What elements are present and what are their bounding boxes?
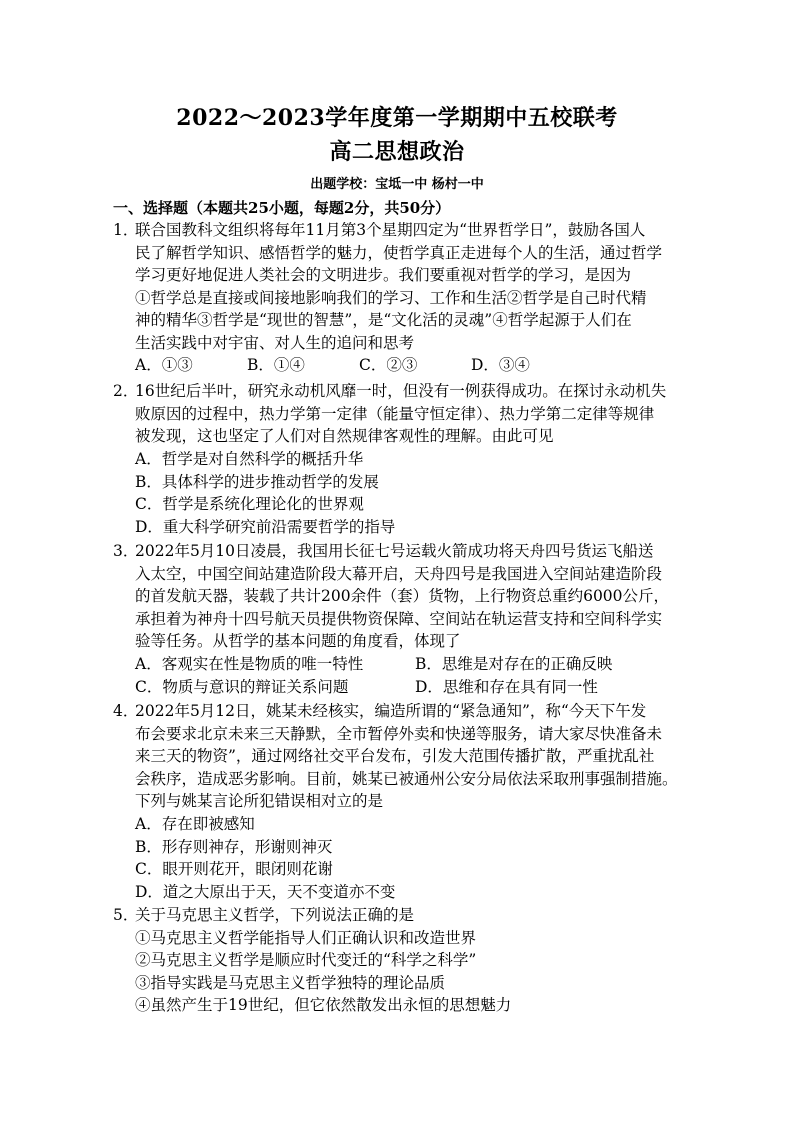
section-heading: 一、选择题（本题共25小题，每题2分，共50分） [113, 199, 451, 217]
stem-line: 学习更好地促进人类社会的文明进步。我们要重视对哲学的学习，是因为 [135, 266, 632, 284]
option-a: A．哲学是对自然科学的概括升华 [135, 450, 364, 468]
question-2 [113, 380, 693, 448]
option-d: D．③④ [471, 356, 530, 374]
stem-line: 会秩序，造成恶劣影响。目前，姚某已被通州公安分局依法采取刑事强制措施。 [135, 769, 678, 788]
stem-line: 败原因的过程中，热力学第一定律（能量守恒定律）、热力学第二定律等规律 [135, 404, 655, 423]
question-number: 3． [113, 542, 139, 560]
stem-line: 下列与姚某言论所犯错误相对立的是 [135, 792, 384, 810]
stem-line: 生活实践中对宇宙、对人生的追问和思考 [135, 333, 415, 352]
option-c: C．哲学是系统化理论化的世界观 [135, 495, 364, 513]
question-1 [113, 219, 693, 354]
question-number: 2． [113, 382, 139, 400]
stem-line: 2022年5月12日，姚某未经核实，编造所谓的“紧急通知”，称“今天下午发 [135, 702, 647, 720]
option-b: B．具体科学的进步推动哲学的发展 [135, 472, 379, 491]
question-number: 5． [113, 906, 139, 924]
question-number: 4． [113, 702, 139, 720]
stem-line: 来三天的物资”，通过网络社交平台发布，引发大范围传播扩散，严重扰乱社 [135, 747, 655, 765]
stem-line: ③指导实践是马克思主义哲学独特的理论品质 [135, 973, 446, 992]
stem-line: ①哲学总是直接或间接地影响我们的学习、工作和生活②哲学是自己时代精 [135, 288, 647, 307]
question-stem [135, 700, 693, 813]
option-b: B．形存则神存，形谢则神灭 [135, 837, 333, 856]
question-stem [135, 219, 693, 354]
option-a: A．客观实在性是物质的唯一特性 [135, 655, 364, 673]
stem-line: 2022年5月10日凌晨，我国用长征七号运载火箭成功将天舟四号货运飞船送 [135, 542, 654, 560]
stem-line: ④虽然产生于19世纪，但它依然散发出永恒的思想魅力 [135, 996, 512, 1014]
option-a: A．存在即被感知 [135, 815, 255, 833]
stem-line: 16世纪后半叶，研究永动机风靡一时，但没有一例获得成功。在探讨永动机失 [135, 382, 667, 400]
stem-line: 被发现，这也坚定了人们对自然规律客观性的理解。由此可见 [135, 427, 554, 445]
exam-title: 2022～2023学年度第一学期期中五校联考 [176, 105, 618, 131]
question-5 [113, 904, 693, 1017]
stem-line: 承担着为神舟十四号航天员提供物资保障、空间站在轨运营支持和空间科学实 [135, 609, 663, 628]
question-4 [113, 700, 693, 813]
option-c: C．眼开则花开，眼闭则花谢 [135, 860, 333, 878]
option-c: C．②③ [359, 356, 418, 374]
question-2-options [135, 448, 695, 538]
option-d: D．思维和存在具有同一性 [415, 677, 598, 696]
stem-line: ②马克思主义哲学是顺应时代变迁的“科学之科学” [135, 951, 477, 969]
question-3-options [135, 653, 695, 698]
option-d: D．道之大原出于天，天不变道亦不变 [135, 882, 396, 901]
stem-line: ①马克思主义哲学能指导人们正确认识和改造世界 [135, 928, 477, 947]
stem-line: 关于马克思主义哲学，下列说法正确的是 [135, 906, 415, 924]
question-4-options [135, 813, 695, 903]
stem-line: 的首发航天器，装载了共计200余件（套）货物，上行物资总重约6000公斤， [135, 587, 670, 605]
school-line: 出题学校：宝坻一中 杨村一中 [310, 177, 484, 192]
question-1-options [135, 354, 695, 377]
subject-title: 高二思想政治 [329, 139, 465, 165]
option-a: A．①③ [135, 356, 193, 374]
stem-line: 民了解哲学知识、感悟哲学的魅力，使哲学真正走进每个人的生活，通过哲学 [135, 243, 663, 262]
question-3 [113, 540, 693, 653]
option-d: D．重大科学研究前沿需要哲学的指导 [135, 517, 396, 536]
option-b: B．①④ [247, 356, 305, 374]
question-number: 1． [113, 221, 139, 239]
question-stem [135, 904, 693, 1017]
question-stem [135, 540, 693, 653]
stem-line: 入太空，中国空间站建造阶段大幕开启，天舟四号是我国进入空间站建造阶段 [135, 564, 663, 583]
stem-line: 验等任务。从哲学的基本问题的角度看，体现了 [135, 632, 461, 650]
stem-line: 神的精华③哲学是“现世的智慧”，是“文化活的灵魂”④哲学起源于人们在 [135, 311, 632, 329]
option-b: B．思维是对存在的正确反映 [415, 655, 613, 673]
stem-line: 布会要求北京未来三天静默，全市暂停外卖和快递等服务，请大家尽快准备未 [135, 724, 663, 743]
question-stem [135, 380, 693, 448]
stem-line: 联合国教科文组织将每年11月第3个星期四定为“世界哲学日”，鼓励各国人 [135, 221, 646, 239]
option-c: C．物质与意识的辩证关系问题 [135, 677, 349, 696]
